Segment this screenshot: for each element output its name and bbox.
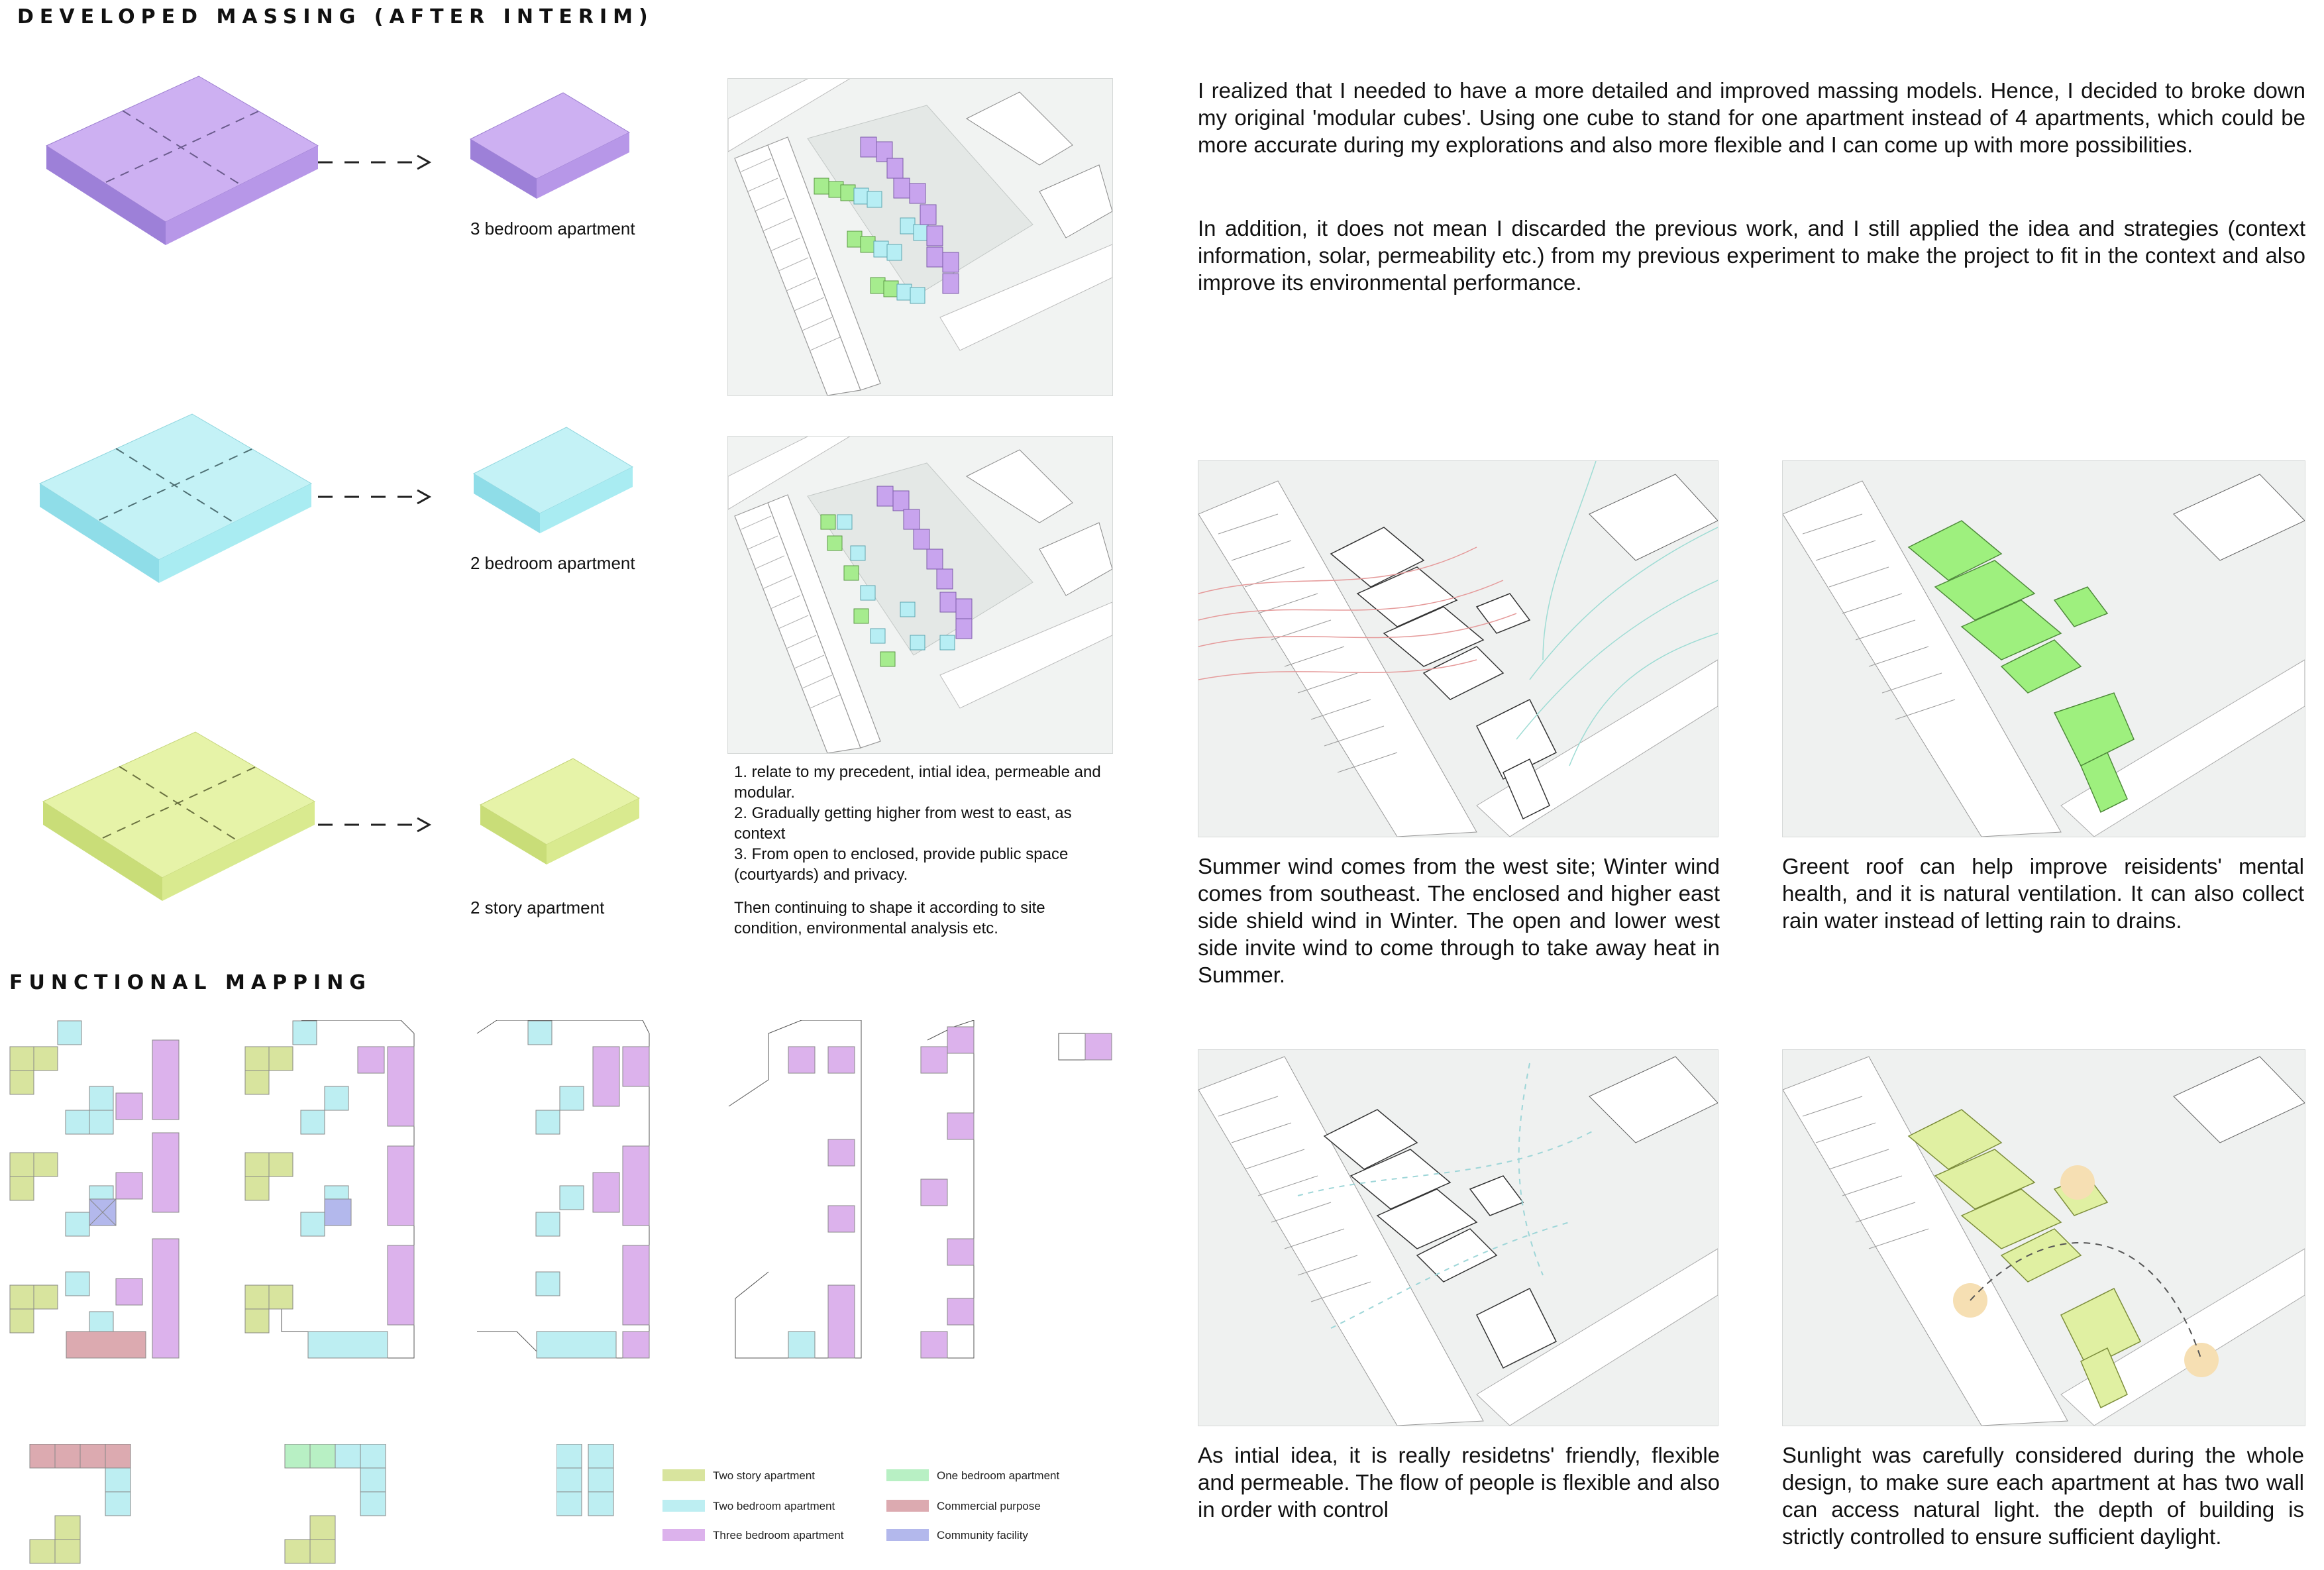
green-roof-diagram: [1782, 460, 2305, 837]
arrow-icon: [311, 152, 444, 172]
massing-label-two-bedroom: 2 bedroom apartment: [470, 553, 635, 573]
legend-label-community: Community facility: [937, 1529, 1028, 1542]
functional-mapping-title: FUNCTIONAL MAPPING: [9, 971, 372, 994]
arrow-icon: [311, 487, 444, 507]
intro-paragraph-2: In addition, it does not mean I discarded the previous work, and I still applied the idea and strategies (context information, solar, permeability etc.) from my previous experiment to make the project to fit in the context and also improve its environmental performance.: [1198, 216, 2305, 295]
legend-swatch-community: [886, 1529, 929, 1541]
massing-block-two-story-large: [36, 722, 321, 921]
strategy-note-4: Then continuing to shape it according to site condition, environmental analysis etc.: [734, 899, 1045, 937]
massing-title: DEVELOPED MASSING (AFTER INTERIM): [17, 5, 654, 28]
legend-swatch-one-bedroom: [886, 1469, 929, 1481]
massing-unit-three-bedroom: [464, 89, 636, 222]
legend-swatch-two-story: [662, 1469, 705, 1481]
strategy-note-1: 1. relate to my precedent, intial idea, permeable and modular.: [734, 763, 1101, 802]
legend-swatch-two-bedroom: [662, 1500, 705, 1512]
functional-mapping-two-bedroom-key: [556, 1444, 623, 1537]
site-massing-diagram-1: [727, 78, 1113, 396]
legend-swatch-three-bedroom: [662, 1529, 705, 1541]
functional-mapping-small-plans: [26, 1444, 424, 1570]
site-massing-diagram-2: [727, 436, 1113, 754]
massing-unit-two-story: [474, 755, 646, 888]
massing-label-two-story: 2 story apartment: [470, 898, 605, 917]
legend-label-two-story: Two story apartment: [713, 1469, 816, 1482]
circulation-text: As intial idea, it is really residetns' friendly, flexible and permeable. The flow of people is flexible and also in order with control: [1198, 1443, 1720, 1522]
legend-label-one-bedroom: One bedroom apartment: [937, 1469, 1060, 1482]
sunlight-diagram: [1782, 1049, 2305, 1426]
legend-swatch-commercial: [886, 1500, 929, 1512]
strategy-note-3: 3. From open to enclosed, provide public space (courtyards) and privacy.: [734, 845, 1069, 884]
legend-label-two-bedroom: Two bedroom apartment: [713, 1500, 835, 1512]
intro-paragraph-1: I realized that I needed to have a more detailed and improved massing models. Hence, I decided to broke down my original 'modular cubes'. Using one cube to stand for one apartment instead of 4 apartments, which could be more accurate during my explorations and also more flexible and I can come up with more possibilities.: [1198, 78, 2305, 157]
legend-label-commercial: Commercial purpose: [937, 1500, 1041, 1512]
wind-analysis-diagram: [1198, 460, 1718, 837]
green-roof-text: Greent roof can help improve reisidents' mental health, and it is natural ventilation. It can also collect rain water instead of letting rain to drains.: [1782, 854, 2304, 933]
circulation-diagram: [1198, 1049, 1718, 1426]
functional-mapping-plans: [7, 1020, 1133, 1378]
massing-label-three-bedroom: 3 bedroom apartment: [470, 219, 635, 238]
massing-block-two-bedroom-large: [33, 404, 318, 603]
functional-legend: [662, 1469, 1126, 1549]
massing-unit-two-bedroom: [467, 424, 639, 556]
wind-analysis-text: Summer wind comes from the west site; Winter wind comes from southeast. The enclosed and higher east side shield wind in Winter. The open and lower west side invite wind to come through to take away heat in Summer.: [1198, 854, 1720, 987]
massing-block-three-bedroom-large: [40, 66, 325, 265]
arrow-icon: [311, 815, 444, 835]
strategy-note-2: 2. Gradually getting higher from west to east, as context: [734, 804, 1072, 843]
legend-label-three-bedroom: Three bedroom apartment: [713, 1529, 844, 1542]
sunlight-text: Sunlight was carefully considered during the whole design, to make sure each apartment at has two wall can access natural light. the depth of building is strictly controlled to ensure sufficient daylight.: [1782, 1443, 2304, 1549]
